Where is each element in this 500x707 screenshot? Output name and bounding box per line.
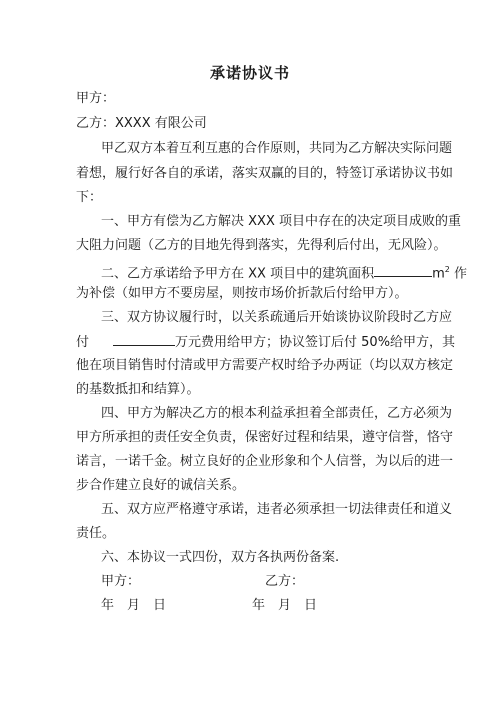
clause3-line-3: 他在项目销售时付清或甲方需要产权时给予办两证（均以双方核定 [76,358,454,373]
signature-date-b: 年 月 日 [252,598,318,613]
intro-line-2: 着想，履行好各自的承诺，落实双赢的目的，特签订承诺协议书如 [76,166,454,181]
clause4-line-4: 步合作建立良好的诚信关系。 [76,478,246,493]
intro-line-1: 甲乙双方本着互利互惠的合作原则，共同为乙方解决实际问题 [101,141,453,156]
clause3-line-2 [76,333,455,352]
intro-line-3: 下： [76,190,103,205]
signature-date-a: 年 月 日 [101,598,167,613]
clause3-text-after: 万元费用给甲方；协议签订后付 50%给甲方，其 [175,335,456,350]
clause2-text-after: 作 [449,266,467,282]
area-blank-field [374,264,432,277]
clause2-text-before: 二、乙方承诺给予甲方在 XX 项目中的建筑面积 [101,266,375,282]
clause4-line-2: 甲方所承担的责任安全负责，保密好过程和结果，遵守信誉，恪守 [76,430,454,445]
document-title: 承诺协议书 [209,64,290,82]
party-a-line: 甲方： [76,91,116,106]
clause6-line: 六、本协议一式四份，双方各执两份备案. [101,550,340,565]
amount-blank-field [113,333,175,346]
clause2-line-1 [101,261,467,283]
clause5-line-1: 五、双方应严格遵守承诺，违者必须承担一切法律责任和道义 [101,502,453,517]
clause3-prefix: 付 [76,335,90,350]
clause4-line-1: 四、甲方为解决乙方的根本利益承担着全部责任，乙方必须为 [101,406,453,421]
area-unit: m [432,266,445,282]
clause3-line-1: 三、双方协议履行时，以关系疏通后开始谈协议阶段时乙方应 [101,310,453,325]
clause3-line-4: 的基数抵扣和结算）。 [76,382,200,397]
clause5-line-2: 责任。 [76,526,116,541]
clause4-line-3: 诺言，一诺千金。树立良好的企业形象和个人信誉，为以后的进一 [76,454,454,469]
signature-party-a: 甲方： [101,574,141,589]
signature-party-b: 乙方： [265,574,305,589]
party-b-line: 乙方：XXXX 有限公司 [76,116,207,131]
clause1-line-1: 一、甲方有偿为乙方解决 XXX 项目中存在的决定项目成败的重 [101,214,461,229]
clause1-line-2: 大阻力问题（乙方的目地先得到落实，先得利后付出，无风险）。 [76,238,447,253]
clause2-line-2: 为补偿（如甲方不要房屋，则按市场价折款后付给甲方）。 [76,286,408,301]
area-unit-superscript: 2 [444,265,450,274]
